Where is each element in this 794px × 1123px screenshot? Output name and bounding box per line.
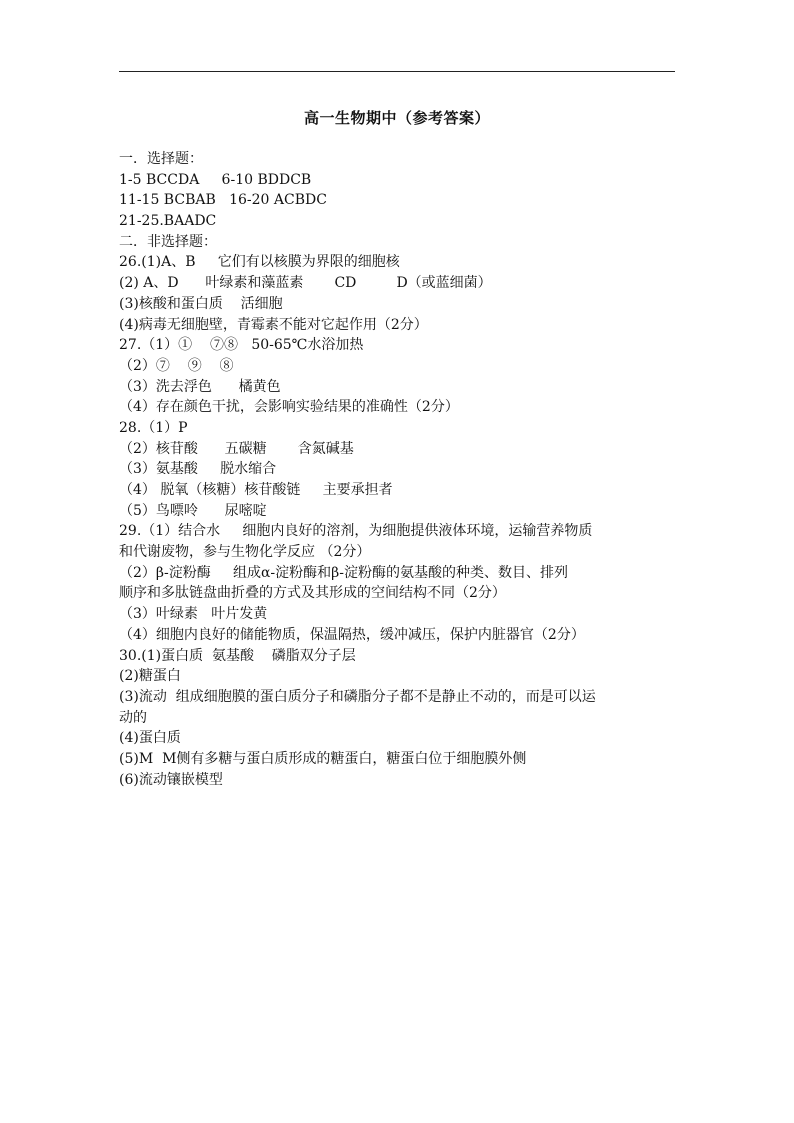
text-line: （3）叶绿素 叶片发黄 bbox=[119, 606, 268, 623]
text-line: （4）细胞内良好的储能物质，保温隔热，缓冲减压，保护内脏器官（2分） bbox=[119, 626, 585, 643]
text-line: （5）鸟嘌呤 尿嘧啶 bbox=[119, 502, 267, 519]
text-line: 29.（1）结合水 细胞内良好的溶剂，为细胞提供液体环境，运输营养物质 bbox=[119, 523, 593, 540]
text-line: （4）存在颜色干扰，会影响实验结果的准确性（2分） bbox=[119, 399, 459, 416]
text-line: (2) A、D 叶绿素和藻蓝素 CD D（或蓝细菌） bbox=[119, 275, 492, 292]
text-line: 一．选择题： bbox=[119, 151, 203, 167]
text-line: (4)病毒无细胞壁，青霉素不能对它起作用（2分） bbox=[119, 316, 428, 333]
answer-content bbox=[119, 149, 679, 790]
text-line: （3）洗去浮色 橘黄色 bbox=[119, 378, 281, 395]
text-line: （2）β-淀粉酶 组成α-淀粉酶和β-淀粉酶的氨基酸的种类、数目、排列 bbox=[119, 564, 568, 581]
text-line: (3)流动 组成细胞膜的蛋白质分子和磷脂分子都不是静止不动的，而是可以运 bbox=[119, 688, 596, 705]
text-line: 动的 bbox=[119, 709, 147, 726]
text-line: (5)M M侧有多糖与蛋白质形成的糖蛋白，糖蛋白位于细胞膜外侧 bbox=[119, 750, 527, 767]
text-line: 和代谢废物，参与生物化学反应 （2分） bbox=[119, 544, 371, 561]
text-line: (3)核酸和蛋白质 活细胞 bbox=[119, 295, 283, 312]
text-line: 二．非选择题： bbox=[119, 233, 217, 250]
header-rule bbox=[119, 71, 675, 72]
text-line: 1-5 BCCDA 6-10 BDDCB bbox=[119, 171, 312, 188]
text-line: （2）核苷酸 五碳糖 含氮碱基 bbox=[119, 440, 354, 457]
text-line: 顺序和多肽链盘曲折叠的方式及其形成的空间结构不同（2分） bbox=[119, 585, 506, 602]
text-line: （4） 脱氧（核糖）核苷酸链 主要承担者 bbox=[119, 482, 393, 498]
page-title: 高一生物期中（参考答案） bbox=[303, 109, 490, 127]
text-line: (4)蛋白质 bbox=[119, 730, 181, 747]
text-line: 28.（1）P bbox=[119, 419, 188, 436]
text-line: 11-15 BCBAB 16-20 ACBDC bbox=[119, 192, 327, 209]
text-line: （2）⑦ ⑨ ⑧ bbox=[119, 357, 234, 374]
text-line: (2)糖蛋白 bbox=[119, 668, 181, 685]
text-line: 27.（1）① ⑦⑧ 50-65℃水浴加热 bbox=[119, 337, 364, 354]
text-line: 26.(1)A、B 它们有以核膜为界限的细胞核 bbox=[119, 254, 400, 271]
text-line: 21-25.BAADC bbox=[119, 213, 217, 230]
text-line: (6)流动镶嵌模型 bbox=[119, 771, 223, 788]
text-line: 30.(1)蛋白质 氨基酸 磷脂双分子层 bbox=[119, 647, 356, 664]
text-line: （3）氨基酸 脱水缩合 bbox=[119, 461, 277, 478]
